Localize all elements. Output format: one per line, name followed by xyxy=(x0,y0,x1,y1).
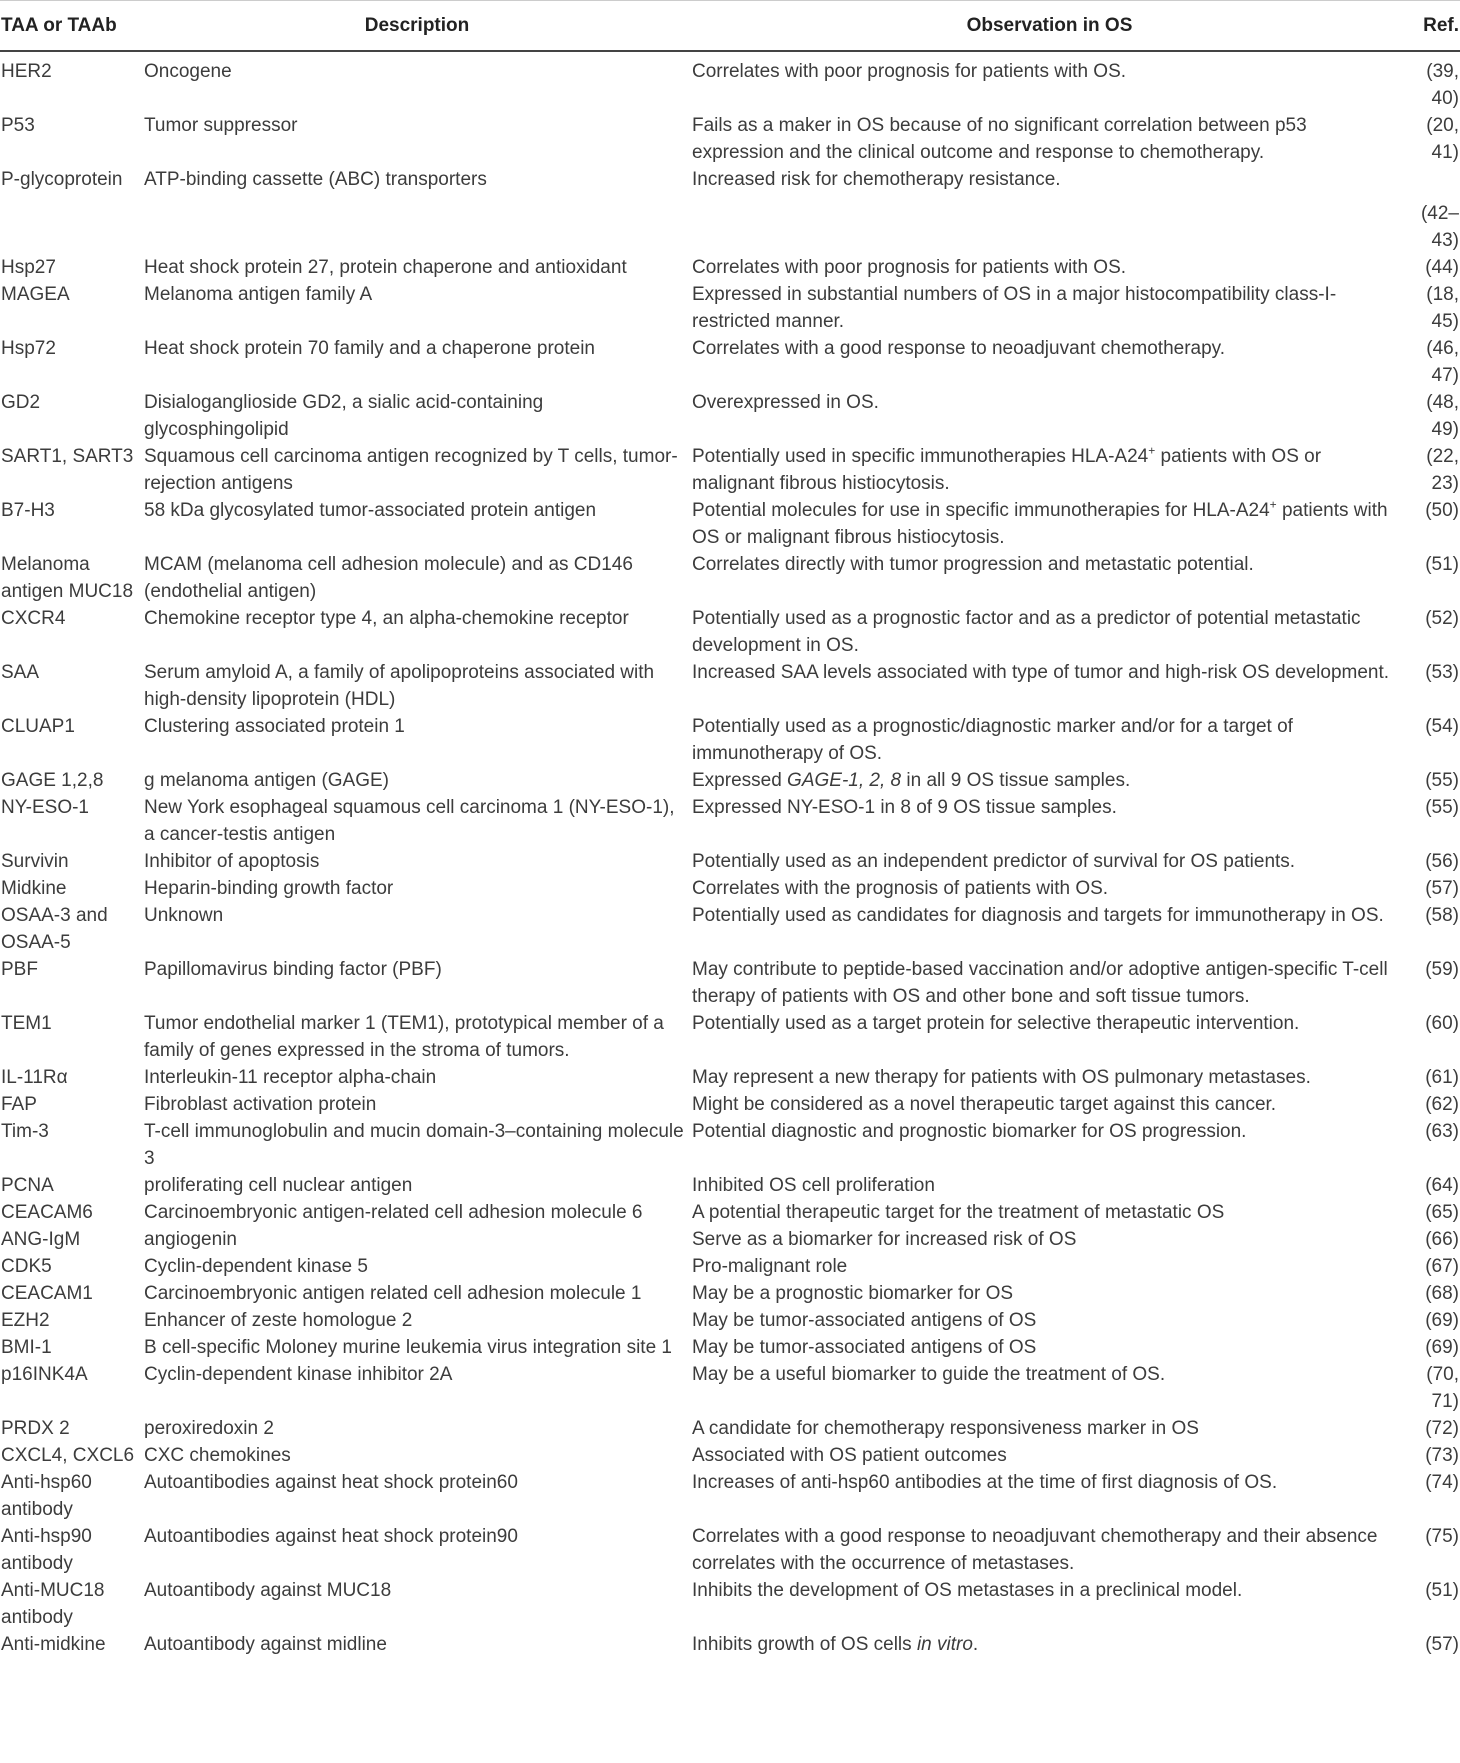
cell-observation xyxy=(692,767,1407,794)
cell-taa-name: Anti-hsp60 antibody xyxy=(1,1472,92,1520)
cell-observation: May be a prognostic biomarker for OS xyxy=(692,1283,1014,1304)
table-row xyxy=(0,848,1460,875)
cell-description: T-cell immunoglobulin and mucin domain-3–containing molecule 3 xyxy=(144,1121,684,1169)
cell-observation: May be tumor-associated antigens of OS xyxy=(692,1337,1037,1358)
table-row xyxy=(0,1577,1460,1631)
cell-ref: (46, 47) xyxy=(1426,338,1459,386)
cell-observation: May be tumor-associated antigens of OS xyxy=(692,1310,1037,1331)
cell-ref: (52) xyxy=(1425,608,1459,629)
cell-description: Inhibitor of apoptosis xyxy=(144,851,320,872)
cell-observation: Pro-malignant role xyxy=(692,1256,848,1277)
cell-ref: (73) xyxy=(1425,1445,1459,1466)
cell-ref: (57) xyxy=(1425,1634,1459,1655)
cell-ref: (58) xyxy=(1425,905,1459,926)
cell-observation: May represent a new therapy for patients with OS pulmonary metastases. xyxy=(692,1067,1311,1088)
cell-ref: (48, 49) xyxy=(1426,392,1459,440)
cell-ref: (51) xyxy=(1425,554,1459,575)
table-header xyxy=(0,1,1460,52)
cell-observation: May contribute to peptide-based vaccination and/or adoptive antigen-specific T-cell therapy of patients with OS and other bone and soft tissue tumors. xyxy=(692,959,1388,1007)
table-row xyxy=(0,551,1460,605)
cell-description: Enhancer of zeste homologue 2 xyxy=(144,1310,413,1331)
cell-observation: Potentially used as candidates for diagnosis and targets for immunotherapy in OS. xyxy=(692,905,1384,926)
cell-description: MCAM (melanoma cell adhesion molecule) and as CD146 (endothelial antigen) xyxy=(144,554,633,602)
cell-observation: Correlates directly with tumor progression and metastatic potential. xyxy=(692,554,1254,575)
cell-taa-name: BMI-1 xyxy=(1,1337,52,1358)
table-row xyxy=(0,281,1460,335)
table-row xyxy=(0,1442,1460,1469)
cell-taa-name: EZH2 xyxy=(1,1310,50,1331)
table-row xyxy=(0,51,1460,112)
table-row xyxy=(0,902,1460,956)
header-taa: TAA or TAAb xyxy=(0,1,142,52)
cell-description: 58 kDa glycosylated tumor-associated protein antigen xyxy=(144,500,597,521)
cell-observation: Inhibits the development of OS metastases in a preclinical model. xyxy=(692,1580,1243,1601)
cell-ref: (63) xyxy=(1425,1121,1459,1142)
table-row xyxy=(0,1226,1460,1253)
observation-text: Potentially used in specific immunotherapies HLA-A24 xyxy=(692,446,1149,467)
cell-ref: (62) xyxy=(1425,1094,1459,1115)
cell-taa-name: Anti-hsp90 antibody xyxy=(1,1526,92,1574)
observation-text: Expressed xyxy=(692,770,788,791)
cell-ref: (22, 23) xyxy=(1426,446,1459,494)
cell-ref: (55) xyxy=(1425,770,1459,791)
cell-taa-name: CLUAP1 xyxy=(1,716,75,737)
cell-taa-name: GD2 xyxy=(1,392,41,413)
cell-ref: (20, 41) xyxy=(1426,115,1459,163)
cell-description: Autoantibodies against heat shock protein60 xyxy=(144,1472,518,1493)
cell-observation: Associated with OS patient outcomes xyxy=(692,1445,1007,1466)
cell-description: peroxiredoxin 2 xyxy=(144,1418,274,1439)
cell-observation: Potentially used as a prognostic/diagnostic marker and/or for a target of immunotherapy of OS. xyxy=(692,716,1293,764)
cell-description: Tumor endothelial marker 1 (TEM1), prototypical member of a family of genes expressed in the stroma of tumors. xyxy=(144,1013,664,1061)
cell-taa-name: ANG-IgM xyxy=(1,1229,81,1250)
cell-observation: Increases of anti-hsp60 antibodies at the time of first diagnosis of OS. xyxy=(692,1472,1278,1493)
cell-observation xyxy=(692,497,1407,551)
cell-observation: Expressed NY-ESO-1 in 8 of 9 OS tissue samples. xyxy=(692,797,1117,818)
cell-ref: (51) xyxy=(1425,1580,1459,1601)
cell-observation: Potentially used as a target protein for selective therapeutic intervention. xyxy=(692,1013,1300,1034)
cell-ref: (39, 40) xyxy=(1426,61,1459,109)
cell-observation: Inhibited OS cell proliferation xyxy=(692,1175,935,1196)
cell-observation: A potential therapeutic target for the treatment of metastatic OS xyxy=(692,1202,1225,1223)
cell-ref: (75) xyxy=(1425,1526,1459,1547)
cell-observation: Correlates with poor prognosis for patients with OS. xyxy=(692,257,1127,278)
cell-ref: (42–43) xyxy=(1420,203,1459,251)
cell-ref: (66) xyxy=(1425,1229,1459,1250)
cell-ref: (67) xyxy=(1425,1256,1459,1277)
cell-taa-name: PBF xyxy=(1,959,38,980)
table-row xyxy=(0,1199,1460,1226)
cell-description: Heat shock protein 27, protein chaperone and antioxidant xyxy=(144,257,627,278)
cell-ref: (60) xyxy=(1425,1013,1459,1034)
cell-taa-name: P53 xyxy=(1,115,35,136)
observation-italic: GAGE-1, 2, 8 xyxy=(787,770,902,791)
cell-description: Heparin-binding growth factor xyxy=(144,878,394,899)
cell-description: angiogenin xyxy=(144,1229,237,1250)
cell-taa-name: CEACAM6 xyxy=(1,1202,93,1223)
cell-taa-name: Hsp27 xyxy=(1,257,56,278)
cell-taa-name: Hsp72 xyxy=(1,338,56,359)
table-row xyxy=(0,956,1460,1010)
table-body xyxy=(0,51,1460,1658)
table-row xyxy=(0,1415,1460,1442)
table-row xyxy=(0,1523,1460,1577)
cell-taa-name: MAGEA xyxy=(1,284,70,305)
cell-description: Disialoganglioside GD2, a sialic acid-containing glycosphingolipid xyxy=(144,392,544,440)
observation-text: in all 9 OS tissue samples. xyxy=(901,770,1131,791)
cell-observation: A candidate for chemotherapy responsiveness marker in OS xyxy=(692,1418,1199,1439)
table-row xyxy=(0,1334,1460,1361)
cell-observation: Potentially used as an independent predictor of survival for OS patients. xyxy=(692,851,1296,872)
table-row xyxy=(0,1091,1460,1118)
header-observation: Observation in OS xyxy=(692,1,1407,52)
cell-description: proliferating cell nuclear antigen xyxy=(144,1175,413,1196)
cell-ref: (55) xyxy=(1425,797,1459,818)
observation-superscript: + xyxy=(1269,497,1277,512)
table-row xyxy=(0,1172,1460,1199)
cell-taa-name: B7-H3 xyxy=(1,500,55,521)
table-row xyxy=(0,254,1460,281)
cell-taa-name: HER2 xyxy=(1,61,52,82)
cell-description: Fibroblast activation protein xyxy=(144,1094,377,1115)
cell-observation: Potentially used as a prognostic factor and as a predictor of potential metastatic development in OS. xyxy=(692,608,1361,656)
cell-observation: Overexpressed in OS. xyxy=(692,392,879,413)
table-row xyxy=(0,1631,1460,1658)
cell-description: Chemokine receptor type 4, an alpha-chemokine receptor xyxy=(144,608,629,629)
observation-italic: in vitro xyxy=(916,1634,973,1655)
cell-taa-name: CXCR4 xyxy=(1,608,66,629)
cell-taa-name: NY-ESO-1 xyxy=(1,797,89,818)
cell-taa-name: Anti-midkine xyxy=(1,1634,106,1655)
cell-description: Cyclin-dependent kinase 5 xyxy=(144,1256,368,1277)
cell-description: B cell-specific Moloney murine leukemia virus integration site 1 xyxy=(144,1337,673,1358)
cell-description: New York esophageal squamous cell carcinoma 1 (NY-ESO-1), a cancer-testis antigen xyxy=(144,797,675,845)
cell-observation: Correlates with the prognosis of patients with OS. xyxy=(692,878,1109,899)
cell-observation xyxy=(692,1631,1407,1658)
cell-taa-name: Melanoma antigen MUC18 xyxy=(1,554,134,602)
cell-taa-name: CXCL4, CXCL6 xyxy=(1,1445,135,1466)
cell-description: Cyclin-dependent kinase inhibitor 2A xyxy=(144,1364,453,1385)
table-row xyxy=(0,767,1460,794)
cell-observation: Expressed in substantial numbers of OS in a major histocompatibility class-I-restricted manner. xyxy=(692,284,1337,332)
table-row xyxy=(0,875,1460,902)
observation-text: patients with OS or malignant fibrous histiocytosis. xyxy=(692,446,1322,494)
cell-taa-name: PCNA xyxy=(1,1175,54,1196)
cell-taa-name: p16INK4A xyxy=(1,1364,88,1385)
cell-taa-name: OSAA-3 and OSAA-5 xyxy=(1,905,108,953)
cell-ref: (44) xyxy=(1425,257,1459,278)
table-row xyxy=(0,1010,1460,1064)
observation-superscript: + xyxy=(1148,443,1156,458)
table-row xyxy=(0,1469,1460,1523)
cell-taa-name: Midkine xyxy=(1,878,67,899)
header-description: Description xyxy=(142,1,692,52)
cell-observation: Increased risk for chemotherapy resistance. xyxy=(692,169,1061,190)
table-row xyxy=(0,605,1460,659)
cell-taa-name: P-glycoprotein xyxy=(1,169,123,190)
table-row xyxy=(0,713,1460,767)
cell-description: Autoantibody against MUC18 xyxy=(144,1580,392,1601)
table-row xyxy=(0,659,1460,713)
cell-description: Carcinoembryonic antigen related cell adhesion molecule 1 xyxy=(144,1283,642,1304)
cell-description: Serum amyloid A, a family of apolipoproteins associated with high-density lipoprotein (HDL) xyxy=(144,662,655,710)
cell-observation: Might be considered as a novel therapeutic target against this cancer. xyxy=(692,1094,1277,1115)
cell-taa-name: FAP xyxy=(1,1094,37,1115)
cell-description: Heat shock protein 70 family and a chaperone protein xyxy=(144,338,595,359)
cell-description: Interleukin-11 receptor alpha-chain xyxy=(144,1067,437,1088)
table-row xyxy=(0,112,1460,166)
table-row xyxy=(0,497,1460,551)
cell-ref: (70, 71) xyxy=(1426,1364,1459,1412)
cell-observation: Correlates with poor prognosis for patients with OS. xyxy=(692,61,1127,82)
table-row xyxy=(0,1064,1460,1091)
cell-ref: (59) xyxy=(1425,959,1459,980)
cell-ref: (65) xyxy=(1425,1202,1459,1223)
cell-ref: (68) xyxy=(1425,1283,1459,1304)
cell-ref: (61) xyxy=(1425,1067,1459,1088)
table-row xyxy=(0,794,1460,848)
cell-description: g melanoma antigen (GAGE) xyxy=(144,770,390,791)
cell-taa-name: Anti-MUC18 antibody xyxy=(1,1580,105,1628)
observation-text: Potential molecules for use in specific immunotherapies for HLA-A24 xyxy=(692,500,1270,521)
observation-text: Inhibits growth of OS cells xyxy=(692,1634,917,1655)
cell-description: Autoantibodies against heat shock protein90 xyxy=(144,1526,518,1547)
cell-taa-name: IL-11Rα xyxy=(1,1067,68,1088)
cell-description: Clustering associated protein 1 xyxy=(144,716,405,737)
table-row xyxy=(0,1361,1460,1415)
cell-ref: (54) xyxy=(1425,716,1459,737)
cell-description: ATP-binding cassette (ABC) transporters xyxy=(144,169,487,190)
cell-observation: Serve as a biomarker for increased risk of OS xyxy=(692,1229,1077,1250)
cell-taa-name: Tim-3 xyxy=(1,1121,49,1142)
observation-text: . xyxy=(972,1634,979,1655)
table-row xyxy=(0,166,1460,254)
cell-observation: Correlates with a good response to neoadjuvant chemotherapy. xyxy=(692,338,1226,359)
cell-taa-name: TEM1 xyxy=(1,1013,52,1034)
observation-text: patients with OS or malignant fibrous histiocytosis. xyxy=(692,500,1388,548)
cell-ref: (50) xyxy=(1425,500,1459,521)
table-row xyxy=(0,1280,1460,1307)
cell-description: CXC chemokines xyxy=(144,1445,291,1466)
cell-taa-name: SART1, SART3 xyxy=(1,446,134,467)
cell-description: Tumor suppressor xyxy=(144,115,298,136)
table-row xyxy=(0,389,1460,443)
cell-taa-name: PRDX 2 xyxy=(1,1418,70,1439)
cell-description: Carcinoembryonic antigen-related cell adhesion molecule 6 xyxy=(144,1202,643,1223)
cell-taa-name: CDK5 xyxy=(1,1256,52,1277)
cell-ref: (72) xyxy=(1425,1418,1459,1439)
table-row xyxy=(0,443,1460,497)
cell-ref: (18, 45) xyxy=(1426,284,1459,332)
cell-observation: Fails as a maker in OS because of no significant correlation between p53 expression and the clinical outcome and response to chemotherapy. xyxy=(692,115,1307,163)
cell-description: Melanoma antigen family A xyxy=(144,284,373,305)
cell-observation: Correlates with a good response to neoadjuvant chemotherapy and their absence correlates with the occurrence of metastases. xyxy=(692,1526,1378,1574)
table-row xyxy=(0,1118,1460,1172)
cell-observation: Increased SAA levels associated with type of tumor and high-risk OS development. xyxy=(692,662,1390,683)
header-row xyxy=(0,1,1460,52)
cell-description: Oncogene xyxy=(144,61,232,82)
table-row xyxy=(0,1253,1460,1280)
cell-ref: (69) xyxy=(1425,1337,1459,1358)
table-row xyxy=(0,1307,1460,1334)
cell-observation: May be a useful biomarker to guide the treatment of OS. xyxy=(692,1364,1166,1385)
header-ref: Ref. xyxy=(1407,1,1460,52)
cell-ref: (69) xyxy=(1425,1310,1459,1331)
cell-taa-name: GAGE 1,2,8 xyxy=(1,770,104,791)
cell-ref: (53) xyxy=(1425,662,1459,683)
cell-observation: Potential diagnostic and prognostic biomarker for OS progression. xyxy=(692,1121,1247,1142)
cell-ref: (64) xyxy=(1425,1175,1459,1196)
cell-taa-name: CEACAM1 xyxy=(1,1283,93,1304)
cell-description: Papillomavirus binding factor (PBF) xyxy=(144,959,442,980)
cell-taa-name: SAA xyxy=(1,662,40,683)
cell-description: Squamous cell carcinoma antigen recognized by T cells, tumor-rejection antigens xyxy=(144,446,678,494)
cell-ref: (56) xyxy=(1425,851,1459,872)
cell-ref: (74) xyxy=(1425,1472,1459,1493)
cell-description: Autoantibody against midline xyxy=(144,1634,387,1655)
cell-ref: (57) xyxy=(1425,878,1459,899)
cell-taa-name: Survivin xyxy=(1,851,69,872)
cell-observation xyxy=(692,443,1407,497)
table-row xyxy=(0,335,1460,389)
cell-description: Unknown xyxy=(144,905,224,926)
